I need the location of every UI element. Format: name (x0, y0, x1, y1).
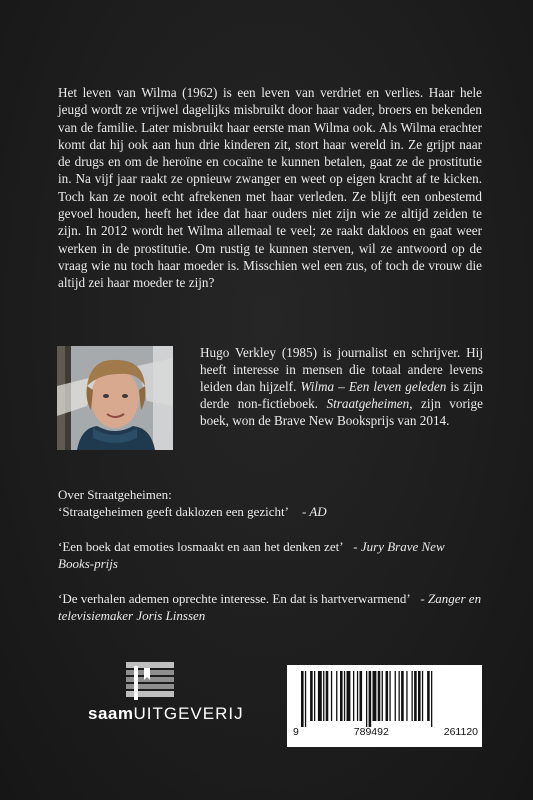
author-bio-text-2: is zijn derde non-fictieboek. (200, 379, 484, 412)
barcode-digit-lead: 9 (293, 726, 299, 738)
barcode-bar (347, 671, 351, 721)
barcode-bar (360, 671, 363, 721)
barcode-bar (326, 671, 329, 721)
author-photo (57, 346, 173, 450)
quote-attribution: - AD (302, 503, 327, 519)
barcode-bar (389, 671, 390, 721)
isbn-barcode (287, 665, 482, 747)
author-bio (200, 344, 483, 429)
barcode-bar (353, 671, 354, 721)
publisher-name-regular: UITGEVERIJ (133, 704, 244, 723)
barcode-bar (323, 671, 324, 721)
quote-text: ‘Straatgeheimen geeft daklozen een gezicht’ (58, 503, 289, 519)
barcode-bar (418, 671, 421, 721)
author-bio-text-1: Hugo Verkley (1985) is journalist en schrijver. Hij heeft interesse in mensen die totaal andere levens leiden dan hijzelf. (200, 345, 483, 395)
publisher-name (88, 704, 288, 724)
publisher-logo (88, 660, 264, 728)
barcode-bar (336, 671, 337, 721)
barcode-bar (318, 671, 322, 721)
barcode-bar (366, 671, 367, 727)
barcode-bar (373, 671, 377, 721)
publisher-book-icon (124, 660, 176, 700)
author-portrait-illustration (57, 346, 173, 450)
barcode-bar (401, 671, 404, 721)
quote-attribution: - Zanger en televisiemaker Joris Linssen (58, 591, 482, 623)
barcode-bar (406, 671, 407, 721)
barcode-bar (422, 671, 423, 721)
barcode-bar (331, 671, 332, 721)
author-bio-text-3: , zijn vorige boek, won de Brave New Booksprijs van 2014. (200, 396, 483, 429)
book-blurb: Het leven van Wilma (1962) is een leven van verdriet en verlies. Haar hele jeugd wordt ze vrijwel dagelijks misbruikt door haar vader, broers en bekenden van de familie. Later misbruikt haar eerste man Wilma ook. Als Wilma erachter komt dat hij ook aan hun drie kinderen zit, stort haar wereld in. Ze grijpt naar de drugs en om de heroïne en cocaïne te kunnen betalen, gaat ze de prostitutie in. Na vijf jaar raakt ze opnieuw zwanger en weet op eigen kracht af te kicken. Toch kan ze nooit echt afrekenen met haar verleden. Ze blijft een onbestemd gevoel houden, heeft het idee dat haar ouders niet zijn wie ze altijd zeiden te zijn. In 2012 wordt het Wilma allemaal te veel; ze raakt dakloos en gaat weer werken in de prostitutie. Om rustig te kunnen sterven, wil ze antwoord op de vraag wie nu toch haar moeder is. Misschien wel een zus, of toch de vrouw die altijd zei haar moeder te zijn? (58, 85, 482, 291)
barcode-bar (305, 671, 306, 727)
barcode-bar (414, 671, 417, 721)
barcode-bar (344, 671, 345, 721)
barcode-bar (310, 671, 313, 721)
barcode-bar (314, 671, 315, 721)
press-quotes (58, 487, 482, 644)
barcode-bar (412, 671, 413, 721)
barcode-bar (431, 671, 432, 727)
barcode-bars (297, 671, 472, 727)
barcode-digits (293, 726, 478, 738)
barcode-bar (386, 671, 389, 721)
barcode-bar (369, 671, 372, 727)
barcode-digits-right: 261120 (443, 726, 478, 738)
quote-text: ‘Een boek dat emoties losmaakt en aan het denken zet’ (58, 539, 344, 555)
barcode-bar (340, 671, 343, 721)
publisher-name-bold: saam (88, 704, 134, 723)
barcode-digits-left: 789492 (353, 726, 389, 738)
barcode-bar (395, 671, 396, 721)
previous-book-title: Straatgeheimen (326, 396, 410, 412)
barcode-bar (301, 671, 304, 727)
barcode-bar (427, 671, 430, 721)
quote-attribution: - Jury Brave New Books-prijs (58, 539, 445, 571)
book-title: Wilma – Een leven geleden (300, 379, 447, 395)
quote-block-3 (58, 591, 482, 624)
quotes-intro: Over Straatgeheimen: (58, 487, 172, 502)
barcode-bar (399, 671, 400, 721)
quote-block-1 (58, 487, 482, 520)
barcode-bar (357, 671, 358, 721)
quote-text: ‘De verhalen ademen oprechte interesse. En dat is hartverwarmend’ (58, 591, 411, 607)
barcode-bar (382, 671, 383, 721)
barcode-bar (378, 671, 381, 721)
quote-block-2 (58, 539, 482, 572)
